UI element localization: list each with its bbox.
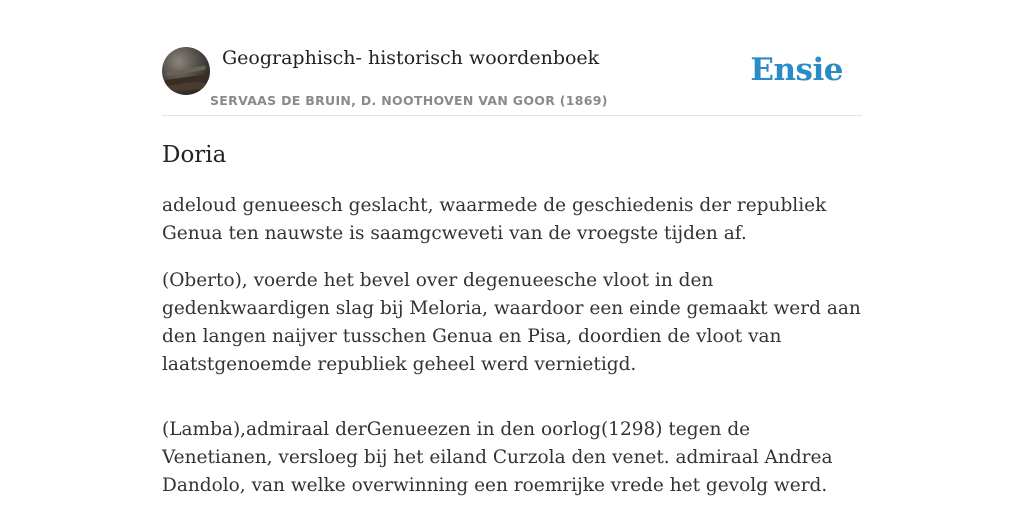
ensie-logo[interactable]: Ensie [750,52,843,88]
book-header [162,0,862,116]
book-title[interactable]: Geographisch- historisch woordenboek [222,47,600,69]
entry-title: Doria [162,142,227,168]
book-cover-icon[interactable] [162,47,210,95]
entry-paragraph: (Lamba),admiraal derGenueezen in den oorlog(1298) tegen de Venetianen, versloeg bij het eiland Curzola den venet. admiraal Andrea Dandolo, van welke overwinning een roemrijke vrede het gevolg werd. [162,419,833,496]
entry-paragraph: adeloud genueesch geslacht, waarmede de geschiedenis der republiek Genua ten nauwste is saamgcweveti van de vroegste tijden af. [162,195,827,244]
entry-body [162,192,862,512]
page-container [162,0,862,512]
book-author: SERVAAS DE BRUIN, D. NOOTHOVEN VAN GOOR (1869) [210,93,608,108]
entry-paragraph: (Oberto), voerde het bevel over degenueesche vloot in den gedenkwaardigen slag bij Meloria, waardoor een einde gemaakt werd aan den langen naijver tusschen Genua en Pisa, doordien de vloot van laatstgenoemde republiek geheel werd vernietigd. [162,270,861,375]
